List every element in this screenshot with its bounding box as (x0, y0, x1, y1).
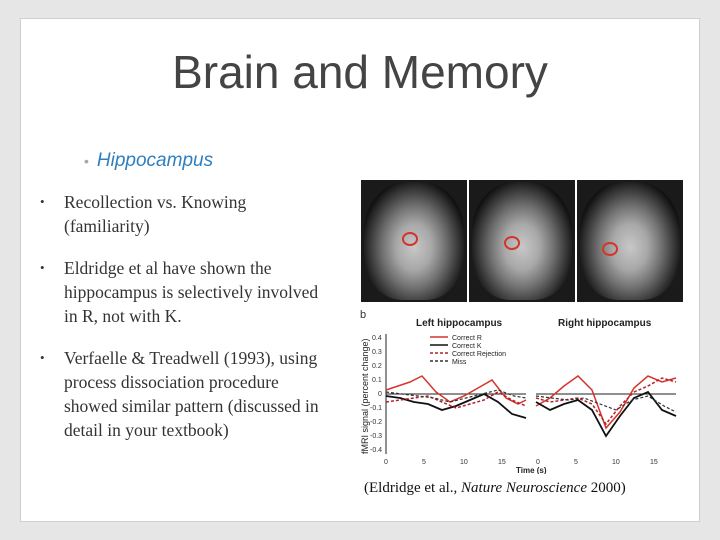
citation-suffix: 2000) (587, 480, 626, 496)
legend-label: Correct R (452, 335, 482, 342)
sub-bullet-hippocampus (84, 150, 213, 172)
right-series-miss (536, 396, 676, 412)
y-tick-label: 0 (378, 391, 382, 398)
x-tick-label: 15 (498, 459, 506, 466)
sub-bullet-label: Hippocampus (96, 150, 214, 171)
legend-label: Correct K (452, 343, 482, 350)
y-tick-label: 0.2 (372, 363, 382, 370)
y-axis-label: fMRI signal (percent change) (360, 338, 370, 454)
x-tick-label: 5 (422, 459, 426, 466)
citation-journal: Nature Neuroscience (461, 480, 587, 496)
legend-label: Correct Rejection (452, 351, 507, 358)
research-figure (358, 178, 680, 474)
bullet-text: Verfaelle & Treadwell (1993), using process dissociation procedure showed similar pattern (discussed in detail in your textbook) (64, 348, 319, 440)
roi-circle-icon (602, 242, 618, 256)
roi-circle-icon (504, 236, 520, 250)
mri-slice-image (580, 182, 680, 300)
bullet-text: Recollection vs. Knowing (familiarity) (64, 192, 247, 236)
bullet-text: Eldridge et al have shown the hippocampus is selectively involved in R, not with K. (64, 258, 319, 326)
bullet-item (40, 346, 330, 442)
bullet-dot-icon: • (40, 260, 45, 275)
x-tick-label: 0 (384, 459, 388, 466)
bullet-item (40, 256, 330, 328)
y-tick-label: -0.1 (370, 405, 383, 412)
bullet-dot-icon: • (40, 350, 45, 365)
y-tick-label: -0.4 (370, 447, 383, 454)
roi-circle-icon (402, 232, 418, 246)
y-tick-label: 0.4 (372, 335, 382, 342)
y-tick-label: -0.2 (370, 419, 383, 426)
x-tick-label: 15 (650, 459, 658, 466)
mri-slice-image (472, 182, 572, 300)
bullet-item (40, 190, 330, 238)
left-plot-title: Left hippocampus (416, 318, 503, 329)
right-plot-title: Right hippocampus (558, 318, 652, 329)
y-tick-label: 0.3 (372, 349, 382, 356)
fmri-plot-svg (358, 306, 680, 474)
y-tick-label: -0.3 (370, 433, 383, 440)
x-tick-label: 10 (460, 459, 468, 466)
citation-prefix: (Eldridge et al., (364, 480, 462, 496)
x-tick-label: 5 (574, 459, 578, 466)
legend (430, 335, 506, 366)
bullet-list (40, 190, 330, 460)
fmri-plot (358, 306, 680, 474)
bullet-dot-icon: • (84, 153, 89, 169)
legend-label: Miss (452, 359, 467, 366)
panel-b-label: b (360, 309, 367, 321)
x-tick-label: 0 (536, 459, 540, 466)
y-tick-labels (370, 335, 382, 454)
x-axis-label: Time (s) (516, 466, 547, 474)
figure-citation (364, 480, 626, 497)
x-tick-label: 10 (612, 459, 620, 466)
y-tick-label: 0.1 (372, 377, 382, 384)
x-tick-labels (384, 459, 658, 466)
bullet-dot-icon: • (40, 194, 45, 209)
slide-title: Brain and Memory (172, 46, 548, 98)
